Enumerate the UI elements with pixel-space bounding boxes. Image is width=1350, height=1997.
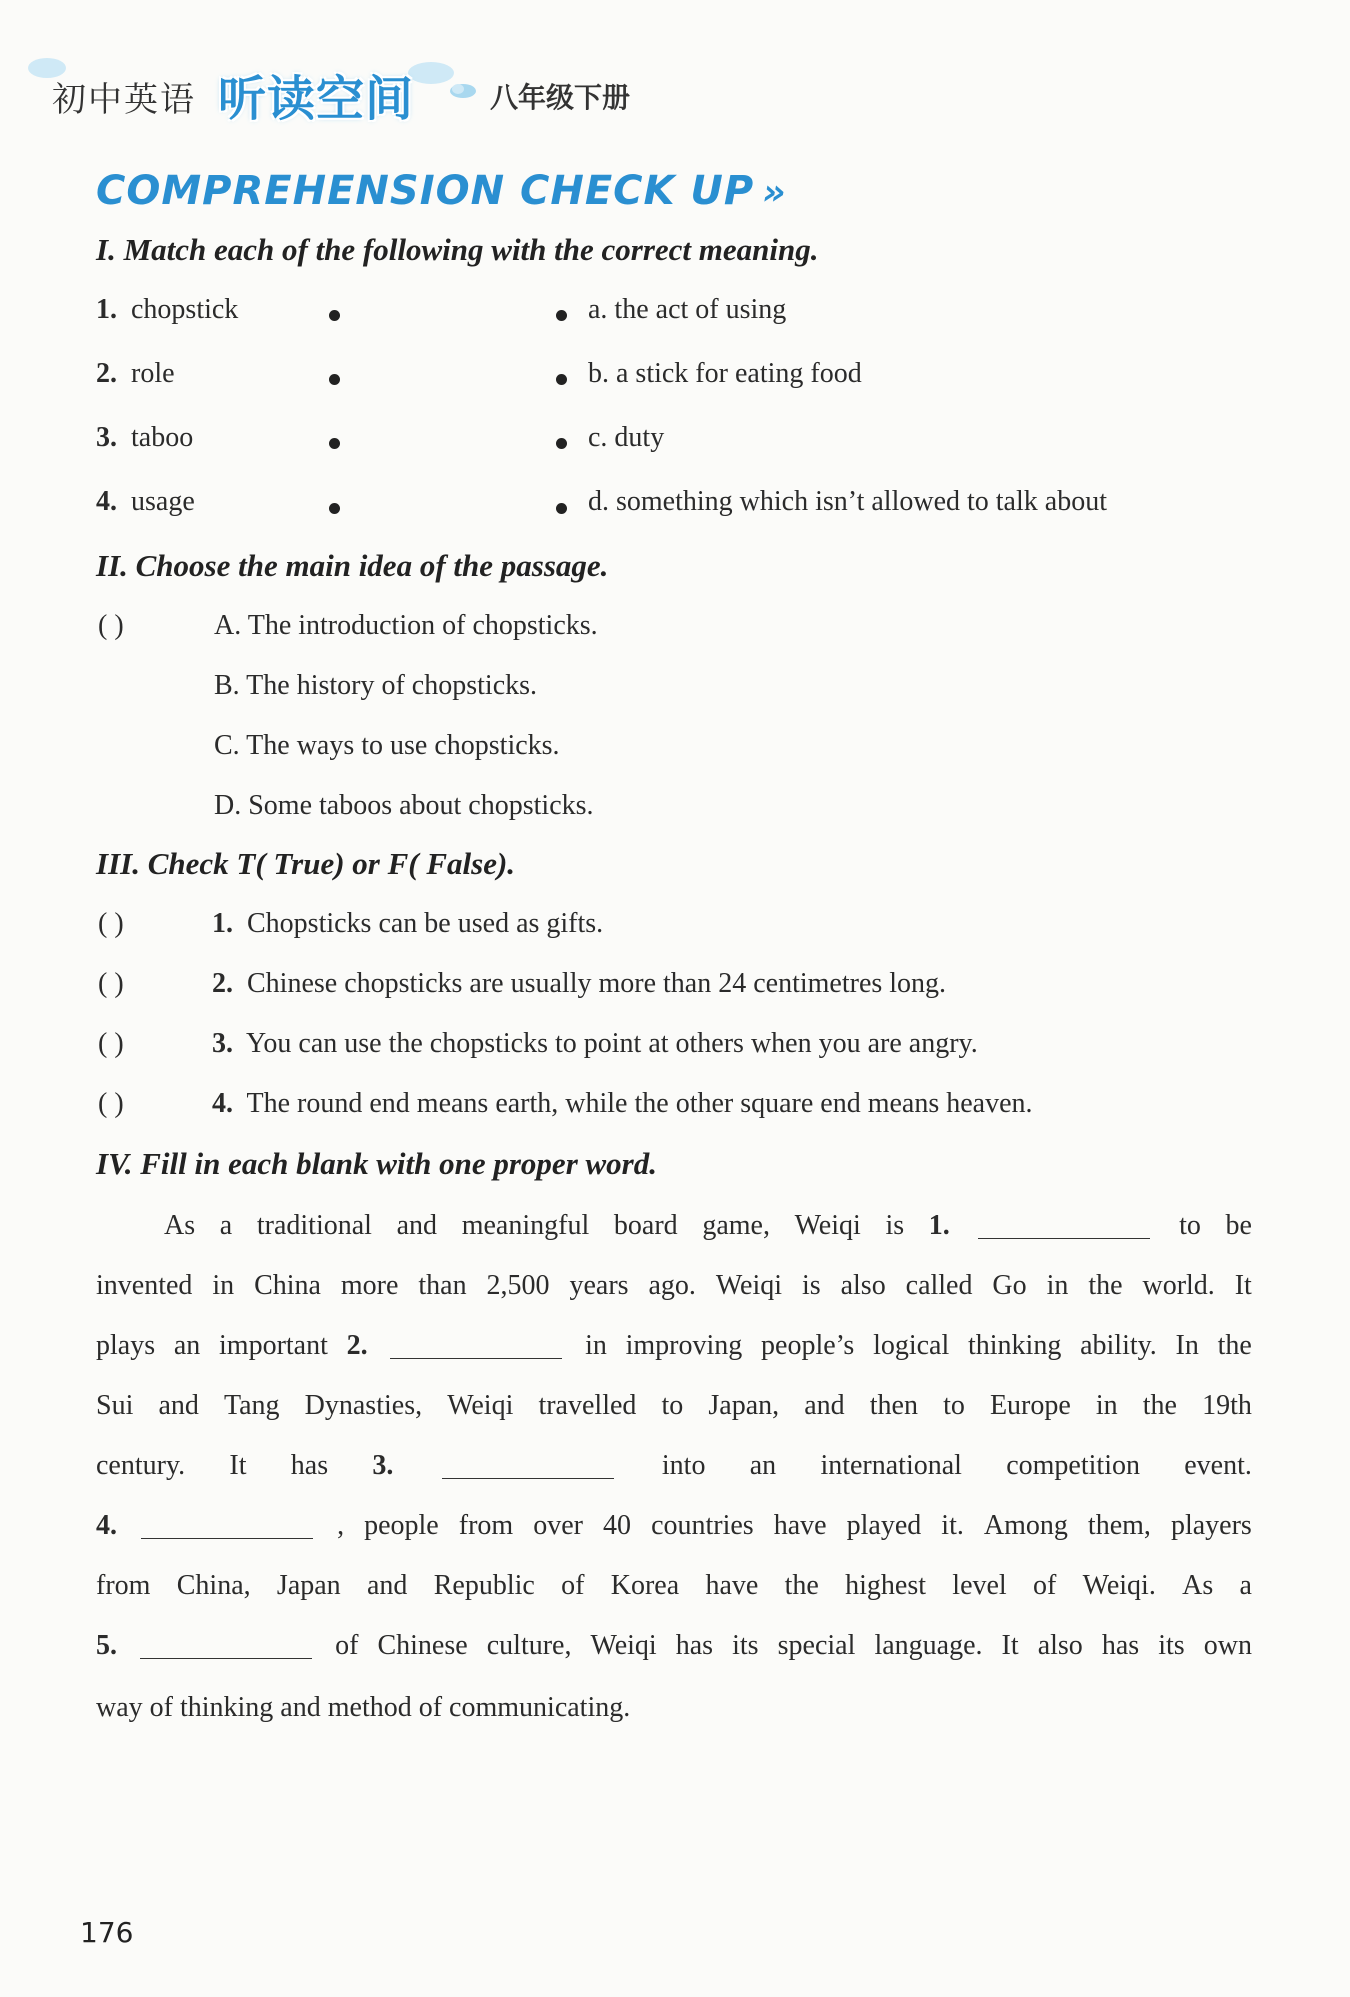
cloud-bullet-icon <box>448 82 478 100</box>
match-meaning: b. a stick for eating food <box>588 358 862 389</box>
passage-word: in <box>585 1330 607 1361</box>
passage-word: has <box>1101 1630 1140 1661</box>
passage-word: international <box>820 1450 962 1481</box>
match-dot-right[interactable] <box>556 503 567 514</box>
cloud-decoration <box>408 62 454 84</box>
passage-word: China, <box>176 1570 251 1601</box>
match-dot-right[interactable] <box>556 438 567 449</box>
passage-line <box>96 1390 1252 1422</box>
passage-line <box>96 1570 1252 1602</box>
true-false-item: 1. Chopsticks can be used as gifts. <box>212 908 604 939</box>
passage-word: then <box>869 1390 918 1421</box>
passage-word: have <box>773 1510 827 1541</box>
passage-word: and <box>396 1210 438 1241</box>
passage-word: from <box>458 1510 514 1541</box>
passage-word: level <box>952 1570 1007 1601</box>
passage-word: world. <box>1142 1270 1215 1301</box>
passage-word: over <box>533 1510 583 1541</box>
passage-word: Republic <box>433 1570 535 1601</box>
blank-number: 5. <box>96 1630 117 1661</box>
blank-number: 1. <box>928 1210 950 1241</box>
blank-number: 2. <box>346 1330 368 1361</box>
answer-blank[interactable] <box>442 1450 614 1479</box>
passage-word: game, <box>702 1210 770 1241</box>
passage-word: As <box>164 1210 196 1241</box>
passage-word: Weiqi <box>590 1630 657 1661</box>
choice-option: B. The history of chopsticks. <box>214 670 538 701</box>
part1-heading: I. Match each of the following with the correct meaning. <box>96 232 819 267</box>
answer-blank[interactable] <box>390 1330 562 1359</box>
choice-option: D. Some taboos about chopsticks. <box>214 790 594 821</box>
passage-word: also <box>840 1270 886 1301</box>
passage-word: Japan, <box>708 1390 780 1421</box>
passage-word: an <box>749 1450 777 1481</box>
passage-word: century. <box>96 1450 186 1481</box>
passage-word: than <box>418 1270 467 1301</box>
page-number: 176 <box>80 1916 134 1949</box>
passage-word: also <box>1037 1630 1083 1661</box>
passage-word: to <box>943 1390 965 1421</box>
passage-word: has <box>290 1450 329 1481</box>
passage-word: board <box>613 1210 678 1241</box>
passage-word: travelled <box>538 1390 637 1421</box>
book-logo: 听读空间 <box>218 71 415 127</box>
passage-word: countries <box>651 1510 754 1541</box>
passage-word: Sui <box>96 1390 134 1421</box>
passage-word: Among <box>983 1510 1068 1541</box>
passage-word: in <box>1046 1270 1069 1301</box>
match-word: 1. chopstick <box>96 294 239 325</box>
passage-word: It <box>1234 1270 1252 1301</box>
passage-word: , <box>337 1510 345 1541</box>
match-dot-left[interactable] <box>329 438 340 449</box>
answer-bracket[interactable]: ( ) <box>98 968 124 999</box>
match-dot-left[interactable] <box>329 374 340 385</box>
passage-word: it. <box>941 1510 964 1541</box>
passage-word: the <box>1088 1270 1123 1301</box>
part3-heading: III. Check T( True) or F( False). <box>96 846 516 881</box>
passage-word: to <box>1179 1210 1201 1241</box>
passage-word: Korea <box>610 1570 680 1601</box>
passage-line <box>96 1510 1252 1542</box>
match-meaning: d. something which isn’t allowed to talk about <box>588 486 1107 517</box>
true-false-item: 2. Chinese chopsticks are usually more than 24 centimetres long. <box>212 968 947 999</box>
answer-blank[interactable] <box>141 1510 313 1539</box>
section-title <box>96 168 787 214</box>
passage-word: It <box>1001 1630 1019 1661</box>
passage-word: improving <box>625 1330 743 1361</box>
true-false-item: 3. You can use the chopsticks to point at others when you are angry. <box>212 1028 978 1059</box>
answer-bracket[interactable]: ( ) <box>98 610 124 641</box>
passage-word: ability. <box>1080 1330 1157 1361</box>
passage-word: in <box>212 1270 235 1301</box>
passage-word: is <box>885 1210 905 1241</box>
passage-word: is <box>801 1270 821 1301</box>
passage-word: be <box>1225 1210 1252 1241</box>
passage-word: culture, <box>486 1630 572 1661</box>
passage-word: the <box>1217 1330 1252 1361</box>
passage-line <box>164 1210 1252 1242</box>
passage-word: an <box>173 1330 201 1361</box>
passage-word: more <box>340 1270 399 1301</box>
passage-word: logical <box>873 1330 950 1361</box>
passage-word: thinking <box>968 1330 1062 1361</box>
passage-word: its <box>732 1630 759 1661</box>
double-chevron-icon: » <box>762 172 787 213</box>
passage-word: ago. <box>648 1270 696 1301</box>
passage-word: China <box>254 1270 321 1301</box>
passage-line <box>96 1692 1252 1724</box>
section-title-text: COMPREHENSION CHECK UP <box>96 168 755 214</box>
grade-label: 八年级下册 <box>490 81 631 114</box>
passage-word: own <box>1203 1630 1252 1661</box>
match-word: 3. taboo <box>96 422 194 453</box>
page-header <box>28 54 668 134</box>
passage-word: Weiqi <box>715 1270 783 1301</box>
passage-word: the <box>784 1570 819 1601</box>
passage-word: years <box>569 1270 629 1301</box>
match-word: 4. usage <box>96 486 195 517</box>
passage-word: Weiqi <box>794 1210 861 1241</box>
passage-word: plays <box>96 1330 156 1361</box>
passage-line <box>96 1330 1252 1362</box>
answer-blank[interactable] <box>140 1630 312 1659</box>
passage-word: of <box>561 1570 585 1601</box>
passage-word: In <box>1175 1330 1199 1361</box>
passage-word: competition <box>1006 1450 1140 1481</box>
passage-word: has <box>675 1630 714 1661</box>
passage-word: Go <box>992 1270 1027 1301</box>
passage-word: its <box>1158 1630 1185 1661</box>
passage-word: Chinese <box>377 1630 468 1661</box>
passage-word: meaningful <box>461 1210 590 1241</box>
passage-word: them, <box>1087 1510 1151 1541</box>
passage-word: players <box>1170 1510 1252 1541</box>
passage-word: and <box>804 1390 845 1421</box>
passage-line <box>96 1630 1252 1662</box>
book-series-prefix: 初中英语 <box>52 80 196 120</box>
passage-word: and <box>158 1390 199 1421</box>
passage-word: to <box>661 1390 684 1421</box>
blank-number: 4. <box>96 1510 117 1541</box>
passage-word: invented <box>96 1270 193 1301</box>
passage-word: As <box>1182 1570 1214 1601</box>
match-dot-left[interactable] <box>329 310 340 321</box>
true-false-item: 4. The round end means earth, while the other square end means heaven. <box>212 1088 1033 1119</box>
passage-word: special <box>777 1630 856 1661</box>
passage-word: Dynasties, <box>304 1390 423 1421</box>
passage-word: It <box>229 1450 247 1481</box>
part4-heading: IV. Fill in each blank with one proper word. <box>96 1146 657 1181</box>
passage-word: Tang <box>223 1390 280 1421</box>
passage-word: 2,500 <box>486 1270 550 1301</box>
passage-word: 19th <box>1202 1390 1252 1421</box>
passage-word: in <box>1095 1390 1118 1421</box>
passage-word: Weiqi <box>447 1390 514 1421</box>
passage-word: highest <box>845 1570 926 1601</box>
passage-word: Japan <box>276 1570 341 1601</box>
passage-word: event. <box>1184 1450 1252 1481</box>
answer-bracket[interactable]: ( ) <box>98 1028 124 1059</box>
match-dot-left[interactable] <box>329 503 340 514</box>
match-meaning: a. the act of using <box>588 294 787 325</box>
passage-word: people <box>364 1510 439 1541</box>
match-dot-right[interactable] <box>556 310 567 321</box>
passage-word: have <box>705 1570 759 1601</box>
choice-option: A. The introduction of chopsticks. <box>214 610 598 641</box>
match-dot-right[interactable] <box>556 374 567 385</box>
part2-heading: II. Choose the main idea of the passage. <box>96 548 609 583</box>
passage-word: of <box>335 1630 359 1661</box>
answer-bracket[interactable]: ( ) <box>98 908 124 939</box>
answer-blank[interactable] <box>978 1210 1150 1239</box>
passage-word: language. <box>874 1630 983 1661</box>
passage-line <box>96 1270 1252 1302</box>
passage-word: the <box>1142 1390 1177 1421</box>
passage-word: important <box>219 1330 328 1361</box>
passage-word: played <box>846 1510 922 1541</box>
passage-word: from <box>96 1570 151 1601</box>
passage-word: traditional <box>256 1210 372 1241</box>
answer-bracket[interactable]: ( ) <box>98 1088 124 1119</box>
passage-line <box>96 1450 1252 1482</box>
passage-word: called <box>905 1270 973 1301</box>
match-word: 2. role <box>96 358 175 389</box>
passage-word: Europe <box>989 1390 1071 1421</box>
match-meaning: c. duty <box>588 422 665 453</box>
blank-number: 3. <box>372 1450 394 1481</box>
passage-word: into <box>661 1450 706 1481</box>
choice-option: C. The ways to use chopsticks. <box>214 730 560 761</box>
passage-word: way of thinking and method of communicating. <box>96 1692 631 1723</box>
passage-word: and <box>366 1570 408 1601</box>
passage-word: 40 <box>603 1510 632 1541</box>
passage-word: people’s <box>761 1330 855 1361</box>
passage-word: a <box>1239 1570 1252 1601</box>
passage-word: a <box>219 1210 233 1241</box>
passage-word: Weiqi. <box>1082 1570 1156 1601</box>
passage-word: of <box>1033 1570 1057 1601</box>
